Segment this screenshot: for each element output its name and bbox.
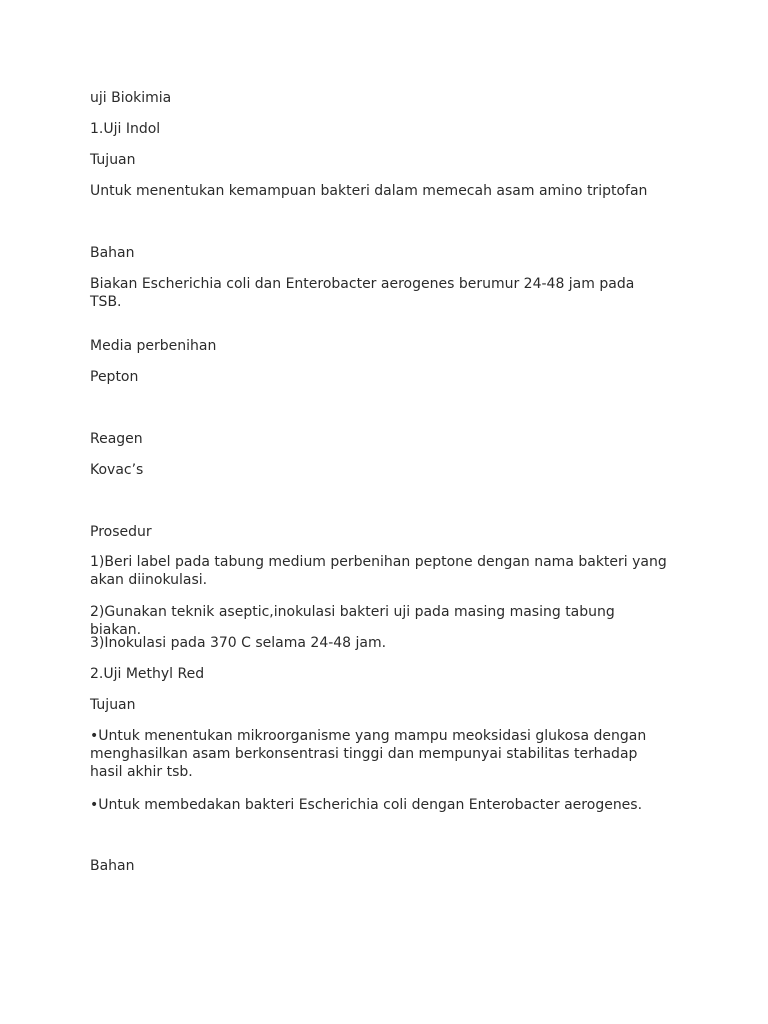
section-heading-uji-indol: 1.Uji Indol [90, 121, 161, 137]
bahan-label: Bahan [90, 245, 135, 261]
document-title: uji Biokimia [90, 90, 172, 106]
bahan-text: Biakan Escherichia coli dan Enterobacter aerogenes berumur 24-48 jam pada TSB. [90, 276, 635, 310]
prosedur-label: Prosedur [90, 524, 152, 540]
tujuan-label: Tujuan [90, 697, 136, 713]
tujuan-item: •Untuk menentukan mikroorganisme yang mampu meoksidasi glukosa dengan menghasilkan asam berkonsentrasi tinggi dan mempunyai stabilitas terhadap hasil akhir tsb. [90, 728, 647, 780]
prosedur-step: 2)Gunakan teknik aseptic,inokulasi bakteri uji pada masing masing tabung biakan. [90, 604, 615, 638]
prosedur-step: 1)Beri label pada tabung medium perbenihan peptone dengan nama bakteri yang akan diinokulasi. [90, 554, 667, 588]
bahan-label: Bahan [90, 858, 135, 874]
section-heading-uji-methyl-red: 2.Uji Methyl Red [90, 666, 205, 682]
tujuan-text: Untuk menentukan kemampuan bakteri dalam memecah asam amino triptofan [90, 183, 648, 199]
media-label: Media perbenihan [90, 338, 217, 354]
tujuan-label: Tujuan [90, 152, 136, 168]
reagen-label: Reagen [90, 431, 143, 447]
prosedur-step: 3)Inokulasi pada 370 C selama 24-48 jam. [90, 635, 387, 651]
reagen-text: Kovac’s [90, 462, 144, 478]
media-text: Pepton [90, 369, 139, 385]
tujuan-item: •Untuk membedakan bakteri Escherichia coli dengan Enterobacter aerogenes. [90, 797, 643, 813]
